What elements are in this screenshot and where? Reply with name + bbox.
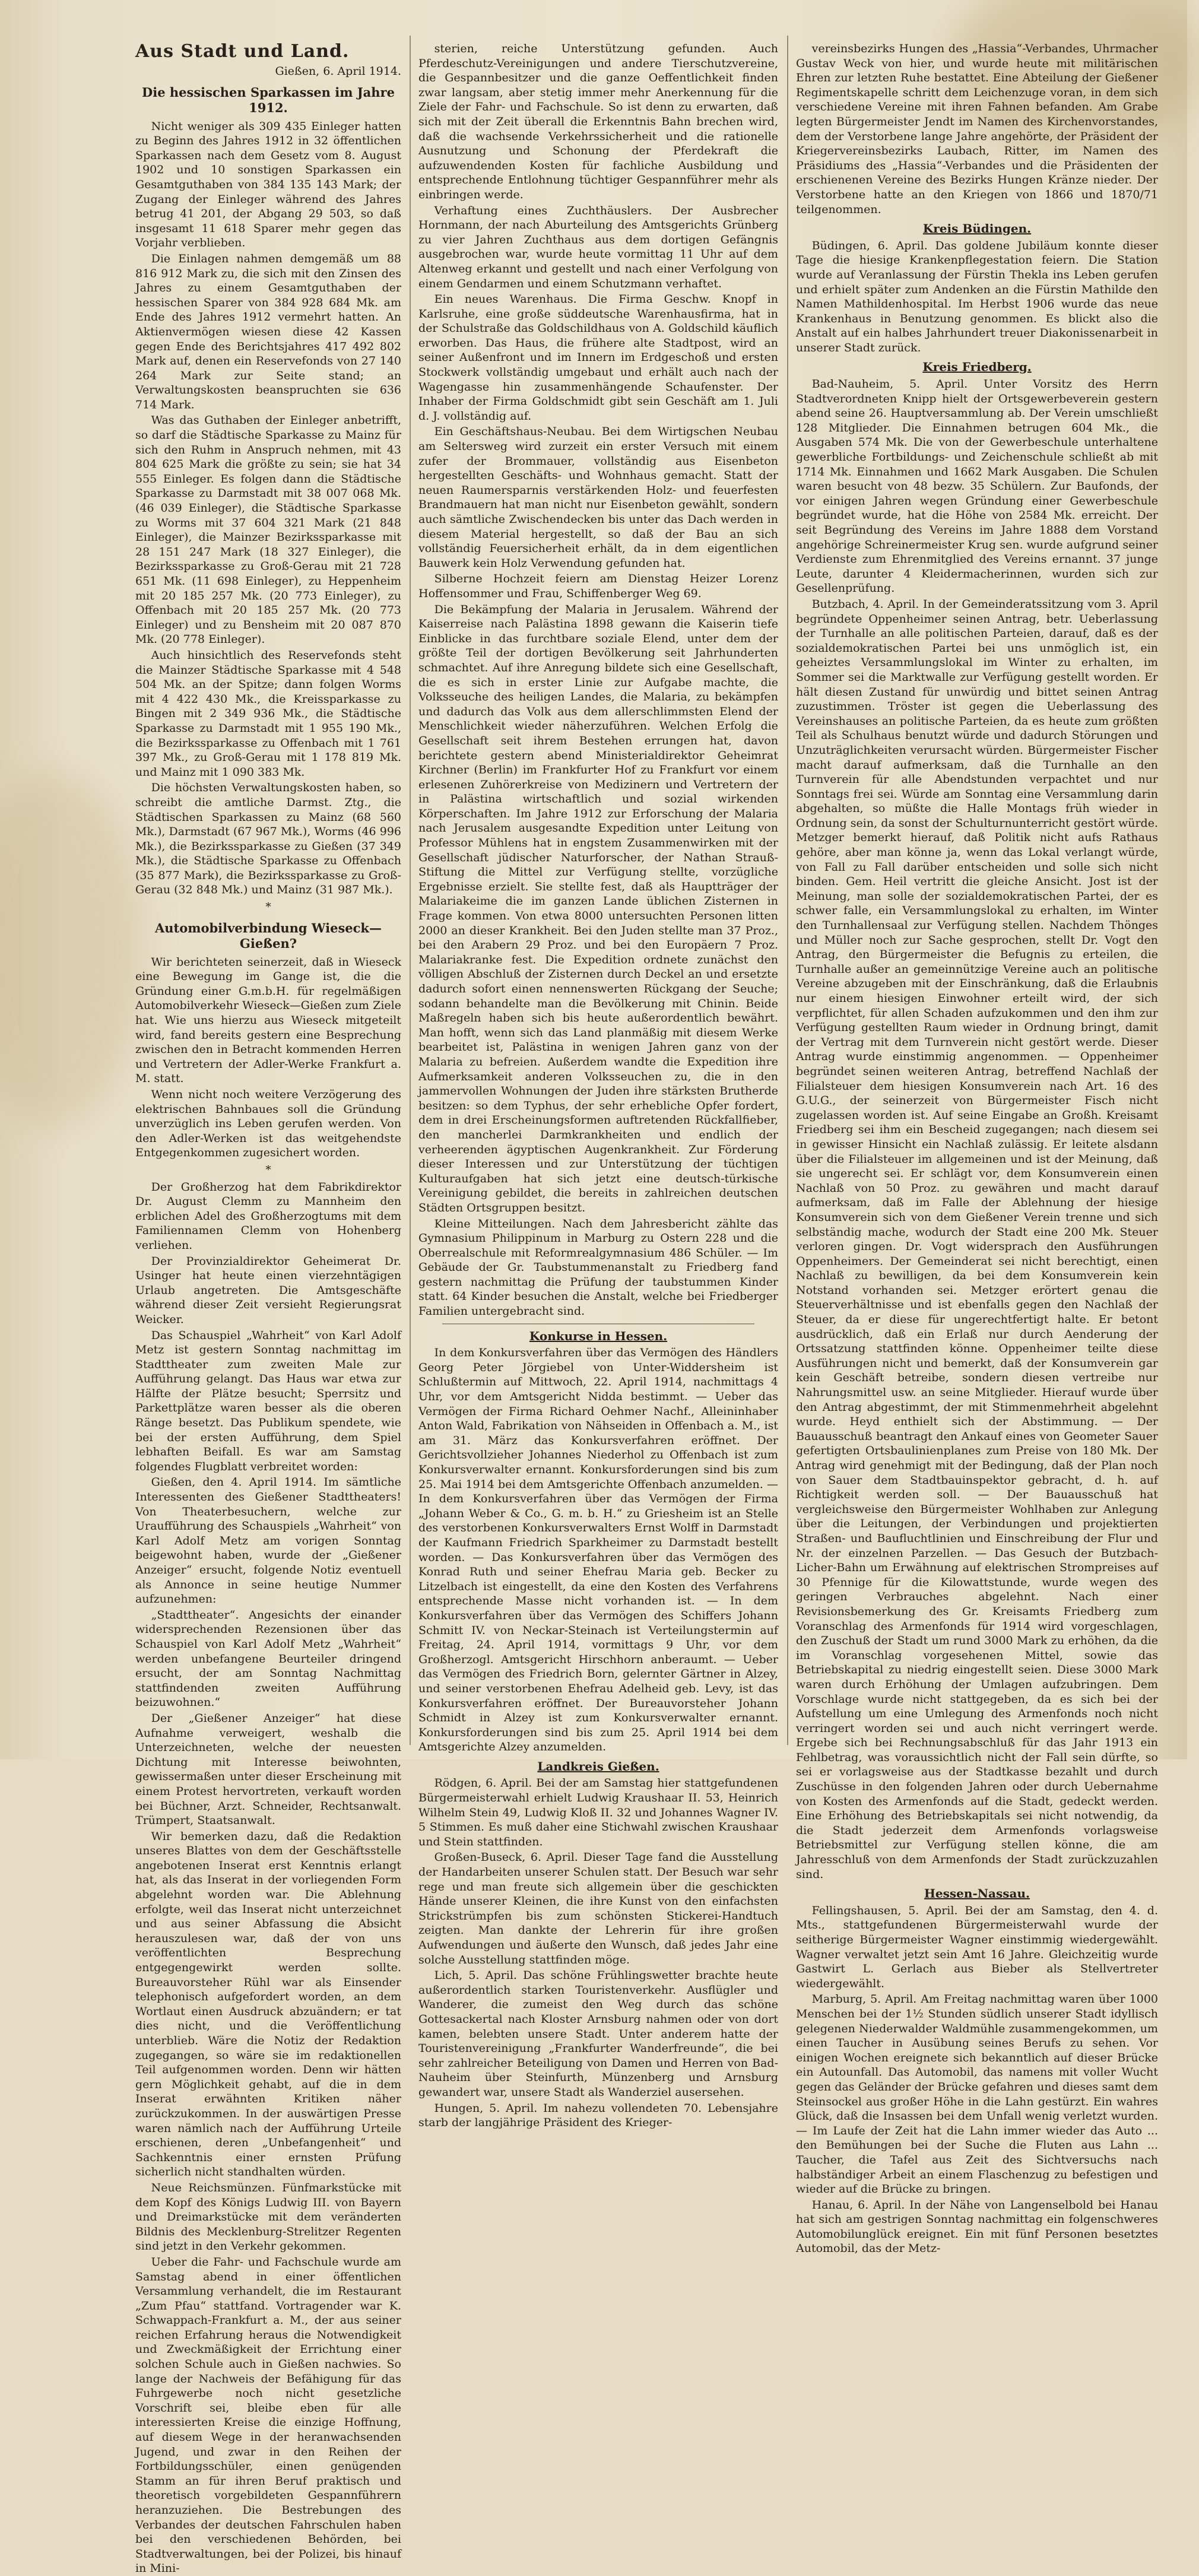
paragraph: In dem Konkursverfahren über das Vermögen des Händlers Georg Peter Jörgiebel von Unter-Widdersheim ist Schlußtermin auf Mittwoch, 22. April 1914, nachmittags 4 Uhr, vor dem Amtsgericht Nidda bestimmt. — Ueber das Vermögen der Firma Richard Oehmer Nachf., Alleininhaber Anton Wald, Fabrikation von Nähseiden in Offenbach a. M., ist am 31. März das Konkursverfahren eröffnet. Der Gerichtsvollzieher Johannes Niederhol zu Offenbach ist zum Konkursverwalter ernannt. Konkursforderungen sind bis zum 25. Mai 1914 bei dem Amtsgerichte Offenbach anzumelden. — In dem Konkursverfahren über das Vermögen der Firma „Johann Weber & Co., G. m. b. H.“ zu Griesheim ist an Stelle des verstorbenen Konkursverwalters Ernst Wolff in Darmstadt der Kaufmann Friedrich Sparkheimer zu Darmstadt bestellt worden. — Das Konkursverfahren über das Vermögen des Konrad Ruth und seiner Ehefrau Maria geb. Becker zu Litzelbach ist eingestellt, da eine den Kosten des Verfahrens entsprechende Masse nicht vorhanden ist. — In dem Konkursverfahren über das Vermögen des Schiffers Johann Schmitt IV. von Neckar-Steinach ist Verteilungstermin auf Freitag, 24. April 1914, vormittags 9 Uhr, vor dem Großherzogl. Amtsgericht Hirschhorn anberaumt. — Ueber das Vermögen des Friedrich Born, gelernter Gärtner in Alzey, und seiner verstorbenen Ehefrau Adelheid geb. Levy, ist das Konkursverfahren eröffnet. Der Bureauvorsteher Johann Schmidt in Alzey ist zum Konkursverwalter ernannt. Konkursforderungen sind bis zum 25. April 1914 bei dem Amtsgerichte Alzey anzumelden. <box>418 1346 778 1754</box>
column-3 <box>796 42 1158 2255</box>
paragraph: Ein neues Warenhaus. Die Firma Geschw. Knopf in Karlsruhe, eine große süddeutsche Warenhausfirma, hat in der Schulstraße das Goldschildhaus von A. Goldschild käuflich erworben. Das Haus, die frühere alte Stadtpost, wird an seiner Außenfront und im Innern im Erdgeschoß und ersten Stockwerk vollständig umgebaut und erhält auch nach der Wagengasse hin zusammenhängende Schaufenster. Der Inhaber der Firma Goldschmidt gibt sein Geschäft am 1. Juli d. J. vollständig auf. <box>418 293 778 423</box>
paragraph: Die höchsten Verwaltungskosten haben, so schreibt die amtliche Darmst. Ztg., die Städtischen Sparkassen zu Mainz (68 560 Mk.), Darmstadt (67 967 Mk.), Worms (46 996 Mk.), die Bezirkssparkasse zu Gießen (37 349 Mk.), die Städtische Sparkasse zu Offenbach (35 877 Mark), die Bezirkssparkasse zu Groß-Gerau (32 848 Mk.) und Mainz (31 987 Mk.). <box>135 781 401 897</box>
paragraph: Ueber die Fahr- und Fachschule wurde am Samstag abend in einer öffentlichen Versammlung verhandelt, die im Restaurant „Zum Pfau“ stattfand. Vortragender war K. Schwappach-Frankfurt a. M., der aus seiner reichen Erfahrung heraus die Notwendigkeit und Zweckmäßigkeit der Errichtung einer solchen Schule auch in Gießen nachwies. So lange der Nachweis der Befähigung für das Fuhrgewerbe noch nicht gesetzliche Vorschrift sei, bleibe eben für alle interessierten Kreise die einzige Hoffnung, auf diesem Wege in der heranwachsenden Jugend, und zwar in den Reihen der Fortbildungsschüler, einen genügenden Stamm an für ihren Beruf praktisch und theoretisch vorgebildeten Gespannführern heranzuziehen. Die Bestrebungen des Verbandes der deutschen Fahrschulen haben bei den verschiedenen Behörden, bei Stadtverwaltungen, bei der Polizei, bis hinauf in Mini- <box>135 2255 401 2575</box>
paragraph: sterien, reiche Unterstützung gefunden. Auch Pferdeschutz-Vereinigungen und andere Tierschutzvereine, die Gespannbesitzer und die ganze Oeffentlichkeit finden zwar langsam, aber stetig immer mehr Anerkennung für die Ziele der Fahr- und Fachschule. So ist denn zu erwarten, daß sich mit der Zeit überall die Erkenntnis Bahn brechen wird, daß die wachsende Verkehrssicherheit und die rationelle Ausnutzung und Schonung der Pferdekraft die aufzuwendenden Kosten für fachliche Ausbildung und entsprechende Entlohnung tüchtiger Gespannführer mehr als einbringen werde. <box>418 42 778 201</box>
paragraph: Die Bekämpfung der Malaria in Jerusalem. Während der Kaiserreise nach Palästina 1898 gewann die Kaiserin tiefe Einblicke in das furchtbare soziale Elend, unter dem der größte Teil der dortigen Bevölkerung seit Jahrhunderten schmachtet. Auf ihre Anregung bildete sich eine Gesellschaft, die es sich in erster Linie zur Aufgabe machte, die Volksseuche des heiligen Landes, die Malaria, zu bekämpfen und dadurch das Volk aus dem allerschlimmsten Elend der Menschlichkeit wieder näherzuführen. Welchen Erfolg die Gesellschaft seit ihrem Bestehen errungen hat, davon berichtete gestern abend Ministerialdirektor Geheimrat Kirchner (Berlin) im Frankfurter Hof zu Frankfurt vor einem erlesenen Zuhörerkreise von Medizinern und Vertretern der in Palästina wirtschaftlich und sozial wirkenden Körperschaften. Im Jahre 1912 zur Erforschung der Malaria nach Jerusalem ausgesandte Expedition unter Leitung von Professor Mühlens hat in engstem Zusammenwirken mit der Gesellschaft jüdischer Naturforscher, der Nathan Strauß-Stiftung die Mittel zur Verfügung stellte, vorzügliche Ergebnisse erzielt. Sie stellte fest, daß als Hauptträger der Malariakeime die im ganzen Lande üblichen Zisternen in Frage kommen. Von etwa 8000 untersuchten Personen litten 2000 an dieser Krankheit. Bei den Juden stellte man 37 Proz., bei den Arabern 29 Proz. und bei den Europäern 7 Proz. Malariakranke fest. Die Expedition ordnete zunächst den völligen Abschluß der Zisternen durch Deckel an und ersetzte dadurch sofort einen nennenswerten Rückgang der Seuche; sodann behandelte man die Bevölkerung mit Chinin. Beide Maßregeln haben sich bis heute außerordentlich bewährt. Man hofft, wenn sich das Land planmäßig mit diesem Werke bearbeitet ist, Palästina in wenigen Jahren ganz von der Malaria zu befreien. Außerdem wandte die Expedition ihre Aufmerksamkeit anderen Volksseuchen zu, die in den jammervollen Wohnungen der Juden ihre stärksten Brutherde besitzen: so dem Typhus, der sehr erhebliche Opfer fordert, dem in drei Erscheinungsformen auftretenden Rückfallfieber, den mancherlei Darmkrankheiten und endlich der verheerenden ägyptischen Augenkrankheit. Zur Förderung dieser Interessen und zur Unterstützung der tüchtigen Kulturaufgaben hat sich jetzt eine deutsch-türkische Vereinigung gebildet, die bereits in zahlreichen deutschen Städten Ortsgruppen besitzt. <box>418 602 778 1214</box>
section-title: Aus Stadt und Land. <box>135 41 350 62</box>
paragraph: Hanau, 6. April. In der Nähe von Langenselbold bei Hanau hat sich am gestrigen Sonntag nachmittag ein folgenschweres Automobilunglück ereignet. Ein mit fünf Personen besetztes Automobil, das der Metz- <box>796 2198 1158 2255</box>
paragraph: Auch hinsichtlich des Reservefonds steht die Mainzer Städtische Sparkasse mit 4 548 504 Mk. an der Spitze; dann folgen Worms mit 4 422 430 Mk., die Kreissparkasse zu Bingen mit 2 349 936 Mk., die Städtische Sparkasse zu Darmstadt mit 1 955 190 Mk., die Bezirkssparkasse zu Offenbach mit 1 761 397 Mk., zu Groß-Gerau mit 1 178 819 Mk. und Mainz mit 1 090 383 Mk. <box>135 648 401 779</box>
paper-stain <box>0 772 142 1128</box>
column-1 <box>135 41 401 2575</box>
paragraph: „Stadttheater“. Angesichts der einander widersprechenden Rezensionen über das Schauspiel von Karl Adolf Metz „Wahrheit“ werden unbefangene Beurteiler dringend ersucht, der am Sonntag Nachmittag stattfindenden zweiten Aufführung beizuwohnen.“ <box>135 1608 401 1709</box>
paragraph: Büdingen, 6. April. Das goldene Jubiläum konnte dieser Tage die hiesige Krankenpflegestation feiern. Die Station wurde auf Veranlassung der Fürstin Thekla ins Leben gerufen und erhielt später zum Andenken an die Fürstin Mathilde den Namen Mathildenhospital. Im Herbst 1906 wurde das neue Krankenhaus in Benutzung genommen. Es blickt also die Anstalt auf ein halbes Jahrhundert treuer Diakonissenarbeit in unserer Stadt zurück. <box>796 239 1158 354</box>
column-2 <box>418 42 778 2130</box>
paragraph: Wir berichteten seinerzeit, daß in Wieseck eine Bewegung im Gange ist, die die Gründung einer G.m.b.H. für regelmäßigen Automobilverkehr Wieseck—Gießen zum Ziele hat. Wie uns hierzu aus Wieseck mitgeteilt wird, fand bereits gestern eine Besprechung zwischen den in Betracht kommenden Herren und Vertretern der Adler-Werke Frankfurt a. M. statt. <box>135 955 401 1086</box>
paragraph: Ein Geschäftshaus-Neubau. Bei dem Wirtigschen Neubau am Seltersweg wird zurzeit ein erster Versuch mit einem zufer der Brommauer, vollständig aus Eisenbeton hergestellten Geschäfts- und Wohnhaus gemacht. Statt der neuen Raumersparnis verstärkenden Holz- und feuerfesten Brandmauern hat man nicht nur Eisenbeton gewählt, sondern auch sämtliche Zwischendecken bis unter das Dach werden in diesem Material hergestellt, so daß der Bau an sich vollständig Feuersicherheit erhält, da in dem eigentlichen Bauwerk kein Holz Verwendung gefunden hat. <box>418 425 778 570</box>
paragraph: Was das Guthaben der Einleger anbetrifft, so darf die Städtische Sparkasse zu Mainz für sich den Ruhm in Anspruch nehmen, mit 43 804 625 Mark die größte zu sein; sie hat 34 555 Einleger. Es folgen dann die Städtische Sparkasse zu Darmstadt mit 38 007 068 Mk. (46 039 Einleger), die Städtische Sparkasse zu Worms mit 37 604 321 Mark (21 848 Einleger), die Mainzer Bezirkssparkasse mit 28 151 247 Mark (18 327 Einleger), die Bezirkssparkasse zu Groß-Gerau mit 21 728 651 Mk. (11 698 Einleger), zu Heppenheim mit 20 185 257 Mk. (20 773 Einleger), zu Offenbach mit 20 185 257 Mk. (20 773 Einleger) und zu Bensheim mit 20 087 870 Mk. (20 778 Einleger). <box>135 414 401 646</box>
paragraph: Die Einlagen nahmen demgemäß um 88 816 912 Mark zu, die sich mit den Zinsen des Jahres zu einem Gesamtguthaben der hessischen Sparer von 384 928 684 Mk. am Ende des Jahres 1912 vermehrt hatten. An Aktienvermögen wiesen diese 42 Kassen gegen Ende des Berichtsjahres 417 492 802 Mark auf, denen ein Reservefonds von 27 140 264 Mark zur Seite stand; an Verwaltungskosten beanspruchten sie 636 714 Mark. <box>135 252 401 411</box>
paragraph: Der Provinzialdirektor Geheimerat Dr. Usinger hat heute einen vierzehntägigen Urlaub angetreten. Die Amtsgeschäfte während dieser Zeit versieht Regierungsrat Weicker. <box>135 1254 401 1326</box>
paragraph: Der „Gießener Anzeiger“ hat diese Aufnahme verweigert, weshalb die Unterzeichneten, welche der neuesten Dichtung mit Interesse beiwohnten, gewissermaßen unter dieser Erscheinung mit einem Protest hervortreten, verkauft worden bei Büchner, Arzt. Schneider, Rechtsanwalt. Trümpert, Staatsanwalt. <box>135 1711 401 1828</box>
paragraph: Wir bemerken dazu, daß die Redaktion unseres Blattes von dem der Geschäftsstelle angebotenen Inserat erst Kenntnis erlangt hat, als das Inserat in der vorliegenden Form abgelehnt worden war. Die Ablehnung erfolgte, weil das Inserat nicht unterzeichnet und aus seiner Abfassung die Absicht herauszulesen war, daß der von uns veröffentlichten Besprechung entgegengewirkt werden sollte. Bureauvorsteher Rühl war als Einsender telephonisch aufgefordert worden, an dem Wortlaut einen Ausdruck abzuändern; er tat dies nicht, und die Veröffentlichung unterblieb. Wäre die Notiz der Redaktion zugegangen, so wäre sie im redaktionellen Teil aufgenommen worden. Denn wir hätten gern Möglichkeit gehabt, auf die in dem Inserat erwähnten Kritiken näher zurückzukommen. In der auswärtigen Presse waren nämlich nach der Aufführung Urteile erschienen, deren „Unbefangenheit“ und Sachkenntnis einer ernsten Prüfung sicherlich nicht standhalten würden. <box>135 1829 401 2179</box>
separator-star: * <box>265 1163 271 1176</box>
paragraph: Hungen, 5. April. Im nahezu vollendeten 70. Lebensjahre starb der langjährige Präsident des Krieger- <box>418 2101 778 2130</box>
paragraph: Das Schauspiel „Wahrheit“ von Karl Adolf Metz ist gestern Sonntag nachmittag im Stadttheater zum zweiten Male zur Aufführung gelangt. Das Haus war etwa zur Hälfte der Plätze besucht; Sperrsitz und Parkettplätze waren besser als die oberen Ränge besetzt. Das Publikum spendete, wie bei der ersten Aufführung, dem Spiel lebhaften Beifall. Es war am Samstag folgendes Flugblatt verbreitet worden: <box>135 1328 401 1473</box>
paragraph: Lich, 5. April. Das schöne Frühlingswetter brachte heute außerordentlich starken Touristenverkehr. Ausflügler und Wanderer, die zumeist den Weg durch das schöne Gottesackertal nach Kloster Arnsburg nahmen oder von dort kamen, belebten unsere Stadt. Unter anderem hatte der Touristenvereinigung „Frankfurter Wanderfreunde“, die bei sehr zahlreicher Beteiligung von Damen und Herren von Bad-Nauheim über Steinfurth, Münzenberg und Arnsburg gewandert war, unsere Stadt als Wanderziel ausersehen. <box>418 1969 778 2099</box>
paragraph: Butzbach, 4. April. In der Gemeinderatssitzung vom 3. April begründete Oppenheimer seinen Antrag, betr. Ueberlassung der Turnhalle an alle politischen Parteien, darauf, daß es der sozialdemokratischen Partei bei uns unmöglich ist, ein geheiztes Versammlungslokal im Winter zu erhalten, im Sommer sei die Marktwalle zur Verfügung gestellt worden. Er hält diesen Zustand für unwürdig und bittet seinen Antrag zuzustimmen. Tröster ist gegen die Ueberlassung des Vereinshauses an politische Parteien, da es heute zum größten Teil als Schulhaus benutzt würde und dadurch Störungen und Unzuträglichkeiten verursacht würden. Bürgermeister Fischer macht darauf aufmerksam, daß die Turnhalle an den Turnverein für alle Abendstunden verpachtet und nur Sonntags frei sei. Würde am Sonntag eine Versammlung darin abgehalten, so müßte die Halle Montags früh wieder in Ordnung sein, da sonst der Schulturnunterricht gestört würde. Metzger bemerkt hierauf, daß Politik nicht aufs Rathaus gehöre, aber man könne ja, wenn das Lokal verlangt würde, von Fall zu Fall darüber entscheiden und solle sich nicht binden. Gem. Heil vertritt die gleiche Ansicht. Jost ist der Meinung, man solle der sozialdemokratischen Partei, der es schwer falle, ein Versammlungslokal zu erhalten, im Winter den Turnhallensaal zur Verfügung stellen. Nachdem Thönges und Müller noch zur Sache gesprochen, stellt Dr. Vogt den Antrag, den Bürgermeister die Befugnis zu erteilen, die Turnhalle außer an gemeinnützige Vereine auch an politische Vereine abzugeben mit der Einschränkung, daß die Erlaubnis nur einem hiesigen Einwohner erteilt wird, der sich verpflichtet, für allen Schaden aufzukommen und den ihm zur Verfügung gestellten Raum wieder in Ordnung bringt, damit der Vertrag mit dem Turnverein nicht gestört werde. Dieser Antrag wurde einstimmig angenommen. — Oppenheimer begründet seinen weiteren Antrag, betreffend Nachlaß der Filialsteuer dem hiesigen Konsumverein nach Art. 16 des G.U.G., der seinerzeit von Bürgermeister Fisch nicht zugelassen worden ist. Auf seine Eingabe an Großh. Kreisamt Friedberg sei ihm ein Bescheid zugegangen; nach diesem sei in gewisser Hinsicht ein Nachlaß zulässig. Er leitete alsdann über die Filialsteuer im allgemeinen und ist der Meinung, daß sie ungerecht sei. Er schlägt vor, dem Konsumverein einen Nachlaß von 50 Proz. zu gewähren und macht darauf aufmerksam, daß im Falle der Ablehnung der hiesige Konsumverein sich von dem Gießener Verein trenne und sich selbständig mache, wodurch der Stadt eine 200 Mk. Steuer verloren gingen. Dr. Vogt widersprach den Ausführungen Oppenheimers. Der Gemeinderat sei nicht berechtigt, einen Nachlaß zu bewilligen, da bei dem Konsumverein kein Notstand vorhanden sei. Metzger erörtert genau die Steuerverhältnisse und ist ebenfalls gegen den Nachlaß der Steuer, da er diese für ungerechtfertigt halte. Er betont ausdrücklich, daß ein Erlaß nur durch Aenderung der Ortssatzung stattfinden könne. Oppenheimer teilte diese Ausführungen nicht und bemerkt, daß der Konsumverein gar kein Geschäft betreibe, sondern diesen vertreibe nur Nahrungsmittel usw. an seine Mitglieder. Hierauf wurde über den Antrag abgestimmt, der mit Stimmenmehrheit abgelehnt wurde. Heyd enthielt sich der Abstimmung. — Der Bauausschuß beantragt den Ankauf eines von Geometer Sauer gefertigten Ortsbaulinienplanes zum Preise von 180 Mk. Der Antrag wird genehmigt mit der Bedingung, daß der Plan noch von Sauer dem Stadtbauinspektor gebracht, d. h. auf Richtigkeit werden soll. — Der Bauausschuß hat vergleichsweise den Bürgermeister Wohlhaben zur Anlegung über die Leitungen, der Verbindungen und projektierten Straßen- und Baufluchtlinien und Einschreibung der Flur und Nr. der einzelnen Parzellen. — Das Gesuch der Butzbach-Licher-Bahn um Erwähnung auf elektrischen Strompreises auf 30 Pfennige für die Kilowattstunde, wurde wegen des geringen Verbrauches abgelehnt. Nach einer Revisionsbemerkung des Gr. Kreisamts Friedberg zum Voranschlag des Armenfonds für 1914 wird vorgeschlagen, den Zuschuß der Stadt um rund 3000 Mark zu erhöhen, da die im Voranschlag vorgesehenen Mittel, sowie das Betriebskapital zu niedrig eingestellt seien. Diese 3000 Mark waren durch Erhöhung der Umlagen aufzubringen. Dem Vorschlage wurde nicht stattgegeben, da es sich bei der Aufstellung um eine Umlegung des Armenfonds noch nicht verringert worden sei und auch nicht verringert werde. Ergebe sich bei Rechnungsabschluß für das Jahr 1913 ein Fehlbetrag, was voraussichtlich nicht der Fall sein dürfte, so sei er vorlagsweise aus der Stadtkasse bezahlt und durch Zuschüsse in den folgenden Jahren oder durch Uebernahme von Kosten des Armenfonds auf die Stadt, gedeckt werden. Eine Erhöhung des Betriebskapitals sei nicht notwendig, da die Stadt jederzeit dem Armenfonds vorlagsweise Betriebsmittel zur Verfügung stellen könne, die am Jahresschluß von dem Armenfonds der Stadt zurückzuzahlen sind. <box>796 597 1158 1881</box>
headline: Kreis Friedberg. <box>922 360 1032 375</box>
headline: Hessen-Nassau. <box>924 1886 1030 1901</box>
paragraph: Silberne Hochzeit feiern am Dienstag Heizer Lorenz Hoffensommer und Frau, Schiffenberger Weg 69. <box>418 572 778 600</box>
headline: Landkreis Gießen. <box>537 1759 659 1774</box>
paragraph: Kleine Mitteilungen. Nach dem Jahresbericht zählte das Gymnasium Philippinum in Marburg zu Ostern 228 und die Oberrealschule mit Reformrealgymnasium 486 Schüler. — Im Gebäude der Gr. Taubstummenanstalt zu Friedberg fand gestern nachmittag die Prüfung der taubstummen Kinder statt. 64 Kinder besuchen die Anstalt, welche bei Friedberger Familien untergebracht sind. <box>418 1217 778 1318</box>
paragraph: Marburg, 5. April. Am Freitag nachmittag waren über 1000 Menschen bei der 1½ Stunden südlich unserer Stadt idyllisch gelegenen Niederwalder Waldmühle zusammengekommen, um einen Taucher in Ausübung seines Berufs zu sehen. Vor einigen Wochen ereignete sich bekanntlich auf dieser Brücke ein Autounfall. Das Automobil, das namens mit voller Wucht gegen das Geländer der Brücke gefahren und dieses samt dem Steinsockel aus großer Höhe in die Lahn gestürzt. Ein wahres Glück, daß die Insassen bei dem Unfall wenig verletzt wurden. — Im Laufe der Zeit hat die Lahn immer wieder das Auto ... den Bemühungen bei der Suche die Fluten aus Lahn ... Taucher, die Tafel aus Zeit des Sichtversuchs nach halbständiger Arbeit an einem Flaschenzug zu befestigen und wieder auf die Brücke zu bringen. <box>796 1993 1158 2196</box>
paragraph: Gießen, den 4. April 1914. Im sämtliche Interessenten des Gießener Stadttheaters! Von Theaterbesuchern, welche zur Uraufführung des Schauspiels „Wahrheit“ von Karl Adolf Metz am vorigen Sonntag beigewohnt haben, wurde der „Gießener Anzeiger“ ersucht, folgende Notiz eventuell als Annonce in seine heutige Nummer aufzunehmen: <box>135 1476 401 1606</box>
dateline: Gießen, 6. April 1914. <box>275 65 401 78</box>
paragraph: vereinsbezirks Hungen des „Hassia“-Verbandes, Uhrmacher Gustav Weck von hier, und wurde heute mit militärischen Ehren zur letzten Ruhe bestattet. Eine Abteilung der Gießener Regimentskapelle schritt dem Leichenzuge voran, in dem sich verschiedene Vereine mit ihren Fahnen befanden. Am Grabe legten Bürgermeister Jendt im Namen des Kirchenvorstandes, dem der Verstorbene lange Jahre angehörte, der Präsident der Kriegervereinsbezirks Laubach, Ritter, im Namen des Präsidiums des „Hassia“-Verbandes und die Präsidenten der erschienenen Vereine des Bezirks Hungen Kränze nieder. Der Verstorbene hatte an den Kriegen von 1866 und 1870/71 teilgenommen. <box>796 42 1158 216</box>
paragraph: Nicht weniger als 309 435 Einleger hatten zu Beginn des Jahres 1912 in 32 öffentlichen Sparkassen nach dem Gesetz vom 8. August 1902 und 10 sonstigen Sparkassen ein Gesamtguthaben von 384 135 143 Mark; der Zugang der Einleger während des Jahres betrug 41 201, der Abgang 29 503, so daß insgesamt 11 618 Sparer mehr gegen das Vorjahr verblieben. <box>135 119 401 250</box>
headline: Die hessischen Sparkassen im Jahre 1912. <box>142 84 395 115</box>
headline: Konkurse in Hessen. <box>529 1328 668 1343</box>
headline: Automobilverbindung Wieseck—Gießen? <box>155 920 382 951</box>
paragraph: Wenn nicht noch weitere Verzögerung des elektrischen Bahnbaues soll die Gründung unverzüglich ins Leben gerufen werden. Von den Adler-Werken ist das weitgehendste Entgegenkommen zugesichert worden. <box>135 1088 401 1160</box>
headline: Kreis Büdingen. <box>922 221 1032 236</box>
paragraph: Großen-Buseck, 6. April. Dieser Tage fand die Ausstellung der Handarbeiten unserer Schulen statt. Der Besuch war sehr rege und man freute sich allgemein über die geschickten Hände unserer Kleinen, die ihre Kunst von den einfachsten Strickstrümpfen bis zum schönsten Stickerei-Handtuch zeigten. Man dankte der Lehrerin für ihre großen Aufwendungen und äußerte den Wunsch, daß jedes Jahr eine solche Ausstellung stattfinden möge. <box>418 1851 778 1966</box>
paragraph: Fellingshausen, 5. April. Bei der am Samstag, den 4. d. Mts., stattgefundenen Bürgermeisterwahl wurde der seitherige Bürgermeister Wagner einstimmig wiedergewählt. Wagner verwaltet jetzt sein Amt 16 Jahre. Gleichzeitig wurde Gastwirt L. Gerlach aus Bieber als Stellvertreter wiedergewählt. <box>796 1904 1158 1990</box>
column-rule <box>787 36 788 1745</box>
paragraph: Neue Reichsmünzen. Fünfmarkstücke mit dem Kopf des Königs Ludwig III. von Bayern und Dreimarkstücke mit dem veränderten Bildnis des Mecklenburg-Strelitzer Regenten sind jetzt in den Verkehr gekommen. <box>135 2181 401 2253</box>
column-rule <box>410 36 411 1745</box>
separator-star: * <box>265 900 271 914</box>
paragraph: Der Großherzog hat dem Fabrikdirektor Dr. August Clemm zu Mannheim den erblichen Adel des Großherzogtums mit dem Familiennamen Clemm von Hohenberg verliehen. <box>135 1180 401 1252</box>
paragraph: Bad-Nauheim, 5. April. Unter Vorsitz des Herrn Stadtverordneten Knipp hielt der Ortsgewerbeverein gestern abend seine 26. Hauptversammlung ab. Der Verein umschließt 128 Mitglieder. Die Einnahmen betrugen 604 Mk., die Ausgaben 574 Mk. Die von der Gewerbeschule unterhaltene gewerbliche Fortbildungs- und Zeichenschule schließt ab mit 1714 Mk. Einnahmen und 1662 Mark Ausgaben. Die Schulen waren besucht von 48 bezw. 35 Schülern. Zur Baufonds, der vor einigen Jahren wegen Gründung einer Gewerbeschule begründet wurde, hat die Höhe von 2584 Mk. erreicht. Der seit Begründung des Vereins im Jahre 1888 dem Vorstand angehörige Schreinermeister Krug sen. wurde aufgrund seiner Verdienste zum Ehrenmitglied des Vereins ernannt. 37 junge Leute, darunter 4 Kleidermacherinnen, wurden sich zur Gesellenprüfung. <box>796 377 1158 595</box>
paragraph: Rödgen, 6. April. Bei der am Samstag hier stattgefundenen Bürgermeisterwahl erhielt Ludwig Kraushaar II. 53, Heinrich Wilhelm Stein 49, Ludwig Kloß II. 32 und Johannes Wagner IV. 5 Stimmen. Es muß daher eine Stichwahl zwischen Kraushaar und Stein stattfinden. <box>418 1776 778 1848</box>
paragraph: Verhaftung eines Zuchthäuslers. Der Ausbrecher Hornmann, der nach Aburteilung des Amtsgerichts Grünberg zu vier Jahren Zuchthaus aus dem dortigen Gefängnis ausgebrochen war, wurde heute vormittag 11 Uhr auf dem Altenweg erkannt und gestellt und nach einer Verfolgung von einem Gendarmen und einem Schutzmann verhaftet. <box>418 204 778 290</box>
